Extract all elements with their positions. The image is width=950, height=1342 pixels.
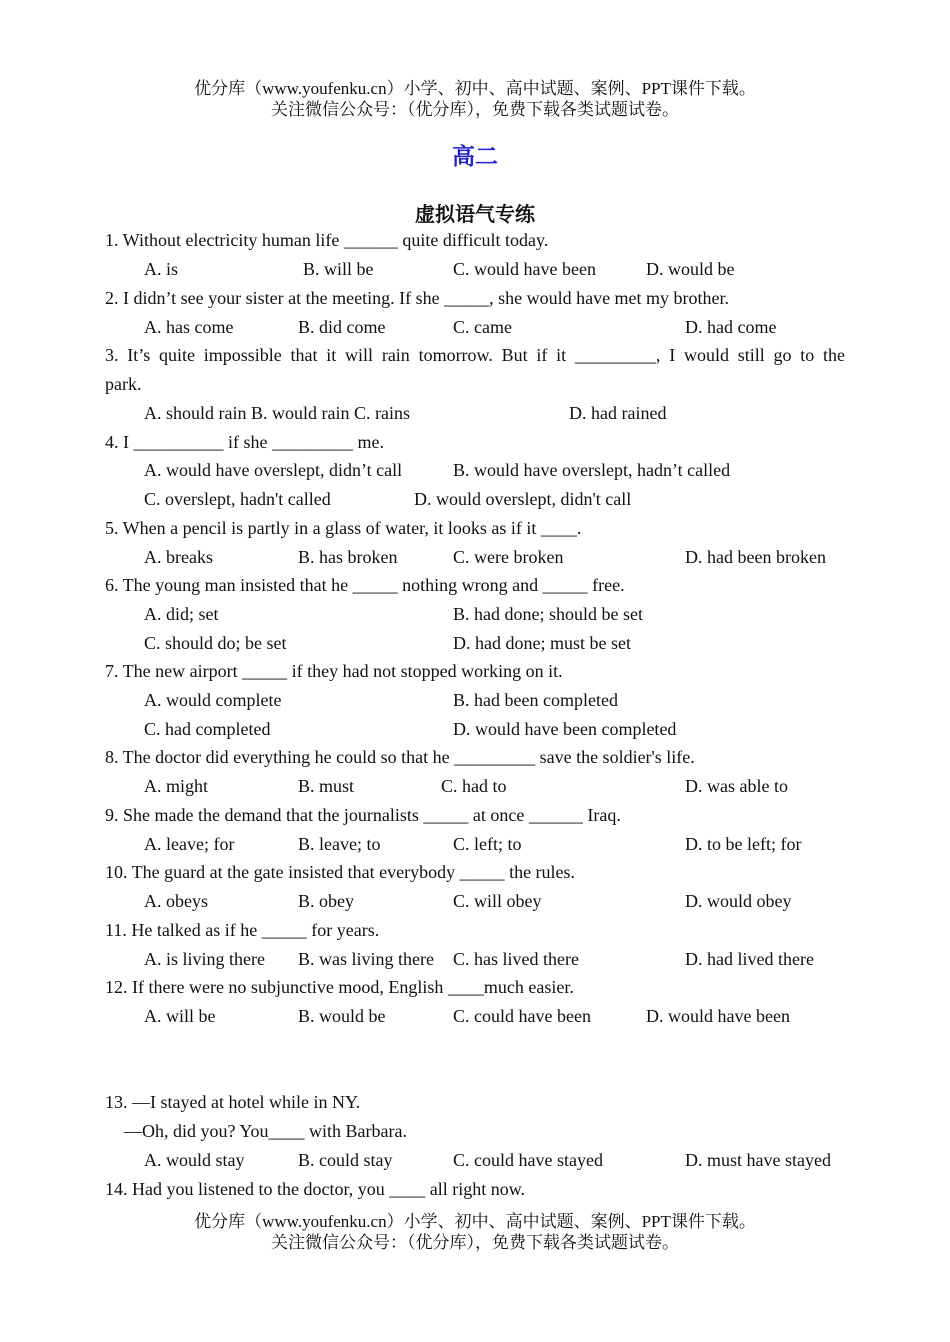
page-header — [0, 78, 950, 120]
question-2-option-d: D. had come — [685, 317, 777, 337]
question-12-option-c: C. could have been — [453, 1006, 591, 1026]
question-11-option-b: B. was living there — [298, 949, 434, 969]
question-1-option-a: A. is — [144, 259, 179, 279]
question-8-option-b: B. must — [298, 776, 355, 796]
question-7-option-a: A. would complete — [144, 690, 282, 710]
question-5-option-c: C. were broken — [453, 547, 564, 567]
question-4-option-d: D. would overslept, didn't call — [414, 489, 632, 509]
question-3-stem: 3. It’s quite impossible that it will rain tomorrow. But if it _________, I would still go to the — [105, 345, 845, 365]
question-2-option-c: C. came — [453, 317, 512, 337]
question-13-stem: 13. —I stayed at hotel while in NY. — [105, 1092, 361, 1112]
question-7-option-b: B. had been completed — [453, 690, 618, 710]
question-3-option-d: D. had rained — [569, 403, 667, 423]
footer-line-2: 关注微信公众号：（优分库），免费下载各类试题试卷。 — [271, 1233, 679, 1252]
question-2-option-b: B. did come — [298, 317, 386, 337]
question-1-option-b: B. will be — [303, 259, 374, 279]
question-14-stem: 14. Had you listened to the doctor, you ____ all right now. — [105, 1179, 526, 1199]
question-8-stem: 8. The doctor did everything he could so that he _________ save the soldier's life. — [105, 747, 695, 767]
question-8-option-a: A. might — [144, 776, 209, 796]
question-2-stem: 2. I didn’t see your sister at the meeting. If she _____, she would have met my brother. — [105, 288, 730, 308]
question-6-option-d: D. had done; must be set — [453, 633, 631, 653]
question-1-option-d: D. would be — [646, 259, 735, 279]
question-4-option-c: C. overslept, hadn't called — [144, 489, 331, 509]
question-5-option-d: D. had been broken — [685, 547, 826, 567]
question-9-stem: 9. She made the demand that the journalists _____ at once ______ Iraq. — [105, 805, 621, 825]
question-10-option-a: A. obeys — [144, 891, 208, 911]
question-4-stem: 4. I __________ if she _________ me. — [105, 432, 384, 452]
question-13-option-b: B. could stay — [298, 1150, 393, 1170]
question-2-option-a: A. has come — [144, 317, 234, 337]
question-13-option-c: C. could have stayed — [453, 1150, 603, 1170]
question-6-option-b: B. had done; should be set — [453, 604, 643, 624]
question-12-option-a: A. will be — [144, 1006, 216, 1026]
question-4-option-a: A. would have overslept, didn’t call — [144, 460, 403, 480]
question-6-stem: 6. The young man insisted that he _____ nothing wrong and _____ free. — [105, 575, 625, 595]
question-7-option-c: C. had completed — [144, 719, 271, 739]
header-line-2: 关注微信公众号：（优分库），免费下载各类试题试卷。 — [271, 100, 679, 119]
grade-heading: 高二 — [452, 144, 498, 169]
question-8-option-d: D. was able to — [685, 776, 788, 796]
question-9-option-d: D. to be left; for — [685, 834, 802, 854]
question-7-option-d: D. would have been completed — [453, 719, 677, 739]
page-footer — [0, 1211, 950, 1253]
question-8-option-c: C. had to — [441, 776, 507, 796]
question-5-option-b: B. has broken — [298, 547, 398, 567]
question-13-stem-continued: —Oh, did you? You____ with Barbara. — [124, 1121, 407, 1141]
question-9-option-a: A. leave; for — [144, 834, 235, 854]
question-6-option-a: A. did; set — [144, 604, 219, 624]
worksheet-title: 虚拟语气专练 — [415, 204, 535, 226]
question-11-stem: 11. He talked as if he _____ for years. — [105, 920, 380, 940]
question-1-stem: 1. Without electricity human life ______ quite difficult today. — [105, 230, 549, 250]
question-11-option-c: C. has lived there — [453, 949, 579, 969]
question-10-stem: 10. The guard at the gate insisted that everybody _____ the rules. — [105, 862, 576, 882]
question-9-option-b: B. leave; to — [298, 834, 381, 854]
question-12-option-d: D. would have been — [646, 1006, 790, 1026]
question-5-option-a: A. breaks — [144, 547, 213, 567]
question-6-option-c: C. should do; be set — [144, 633, 287, 653]
question-13-option-d: D. must have stayed — [685, 1150, 831, 1170]
question-13-option-a: A. would stay — [144, 1150, 245, 1170]
question-3-options-abc: A. should rain B. would rain C. rains — [144, 403, 410, 423]
question-4-option-b: B. would have overslept, hadn’t called — [453, 460, 731, 480]
question-1-option-c: C. would have been — [453, 259, 596, 279]
footer-line-1: 优分库（www.youfenku.cn）小学、初中、高中试题、案例、PPT课件下载。 — [194, 1212, 756, 1231]
header-line-1: 优分库（www.youfenku.cn）小学、初中、高中试题、案例、PPT课件下载。 — [194, 79, 756, 98]
question-10-option-c: C. will obey — [453, 891, 542, 911]
question-9-option-c: C. left; to — [453, 834, 522, 854]
question-11-option-d: D. had lived there — [685, 949, 814, 969]
question-11-option-a: A. is living there — [144, 949, 265, 969]
question-10-option-d: D. would obey — [685, 891, 792, 911]
question-10-option-b: B. obey — [298, 891, 354, 911]
question-5-stem: 5. When a pencil is partly in a glass of water, it looks as if it ____. — [105, 518, 582, 538]
question-12-option-b: B. would be — [298, 1006, 386, 1026]
question-3-stem-continued: park. — [105, 374, 142, 394]
question-7-stem: 7. The new airport _____ if they had not stopped working on it. — [105, 661, 563, 681]
question-12-stem: 12. If there were no subjunctive mood, English ____much easier. — [105, 977, 574, 997]
